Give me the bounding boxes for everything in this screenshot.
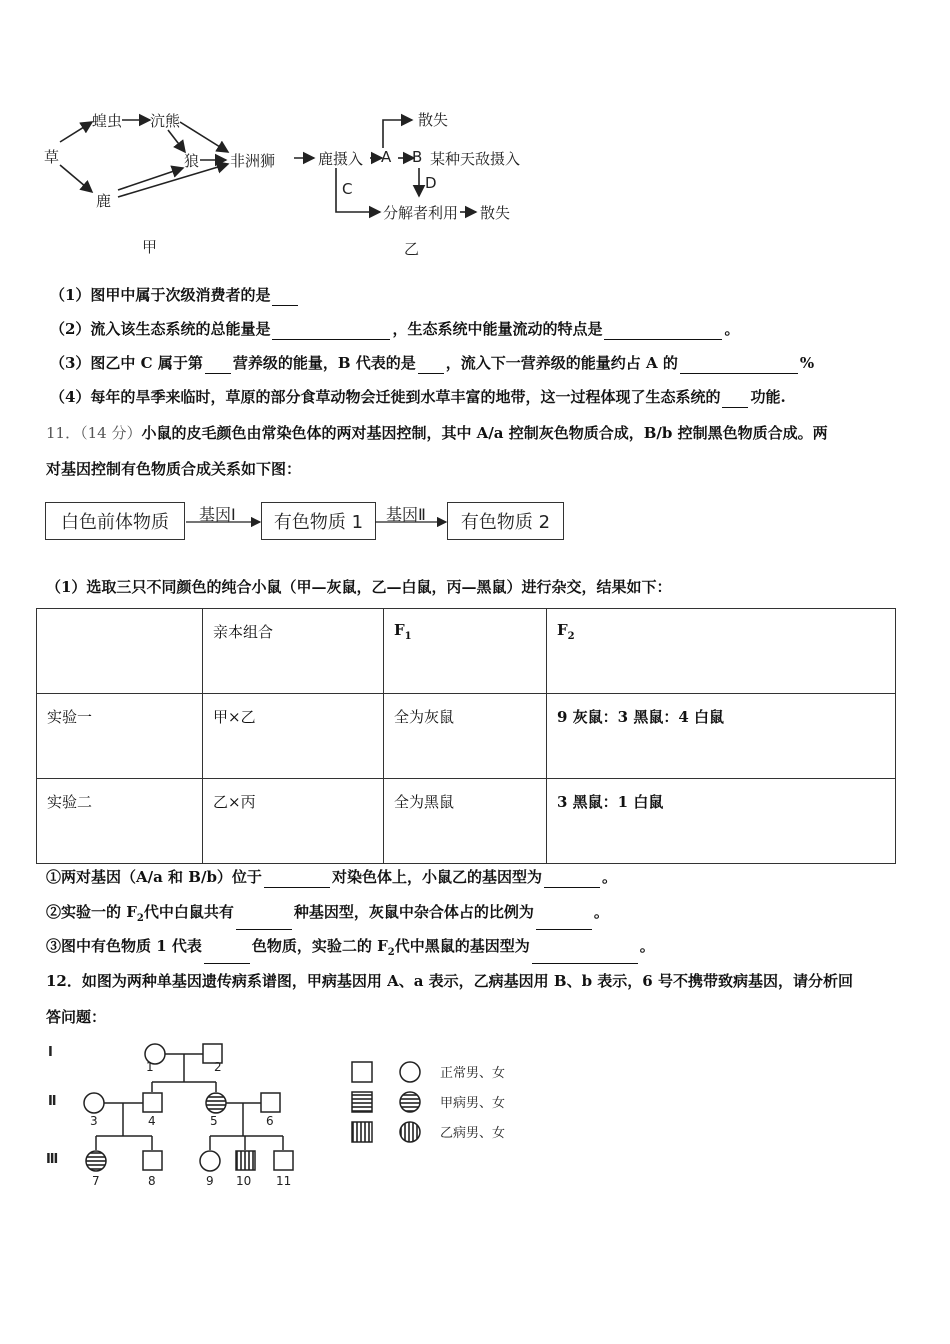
generation-label: Ⅲ — [46, 1152, 59, 1167]
label-enemy — [418, 148, 520, 169]
q10-part3 — [50, 352, 814, 374]
q11-sub2-sub: 2 — [136, 913, 144, 924]
answer-blank[interactable] — [722, 391, 748, 408]
caption-yi: 乙 — [404, 240, 420, 258]
q11-sub3-text-d: 。 — [639, 937, 655, 955]
table-header-cell — [384, 609, 547, 694]
individual-number: 9 — [206, 1174, 214, 1188]
enemy-text: 某种天敌摄入 — [430, 150, 521, 168]
individual-number: 10 — [236, 1174, 252, 1188]
answer-blank[interactable] — [536, 913, 592, 930]
q11-sub3-text-c: 代中黑鼠的基因型为 — [394, 937, 530, 955]
individual-10 — [236, 1151, 255, 1170]
q11-sub2 — [46, 901, 609, 930]
label-decomposer: 分解者利用 — [383, 204, 459, 222]
table-header-row — [37, 609, 896, 694]
q10-part2 — [50, 318, 739, 340]
legend-disease-b-female — [400, 1122, 420, 1142]
answer-blank[interactable] — [418, 357, 444, 374]
q11-intro-line2: 对基因控制有色物质合成关系如下图： — [46, 460, 302, 478]
individual-3 — [84, 1093, 104, 1113]
individual-7 — [86, 1151, 106, 1171]
individual-number: 6 — [266, 1114, 274, 1128]
answer-blank[interactable] — [532, 947, 638, 964]
q11-number: 11．（14 分） — [46, 424, 142, 442]
label-C: C — [342, 180, 353, 198]
table-row — [37, 694, 896, 779]
individual-11 — [274, 1151, 293, 1170]
box-white-precursor: 白色前体物质 — [45, 502, 185, 540]
legend-normal-male — [352, 1062, 372, 1082]
label-B: B — [412, 148, 423, 166]
label-dissipate-top: 散失 — [418, 111, 449, 129]
individual-8 — [143, 1151, 162, 1170]
q11-sub2-text-d: 。 — [593, 903, 609, 921]
table-cell: 9 灰鼠：3 黑鼠：4 白鼠 — [547, 694, 896, 779]
q10-part4-text-b: 功能. — [750, 388, 786, 406]
q10-part1 — [50, 284, 300, 306]
gene-2-label: 基因Ⅱ — [386, 505, 426, 524]
q10-part4 — [50, 386, 786, 408]
q11-part1: （1）选取三只不同颜色的纯合小鼠（甲—灰鼠，乙—白鼠，丙—黑鼠）进行杂交，结果如下： — [46, 578, 672, 596]
individual-number: 4 — [148, 1114, 156, 1128]
label-deer-intake: 鹿摄入 — [318, 150, 364, 168]
answer-blank[interactable] — [236, 913, 292, 930]
individual-4 — [143, 1093, 162, 1112]
q11-sub3-text-b: 色物质，实验二的 F — [251, 937, 388, 955]
legend-normal-female — [400, 1062, 420, 1082]
q11-sub2-text-a: ②实验一的 F — [46, 903, 137, 921]
table-header-cell — [547, 609, 896, 694]
legend-disease-b-male — [352, 1122, 372, 1142]
node-lion: 非洲狮 — [230, 152, 276, 170]
legend-symbols — [348, 1058, 438, 1148]
answer-blank[interactable] — [544, 871, 600, 888]
q11-sub2-text-c: 种基因型，灰鼠中杂合体占的比例为 — [293, 903, 534, 921]
individual-number: 1 — [146, 1060, 154, 1074]
answer-blank[interactable] — [604, 323, 722, 340]
individual-6 — [261, 1093, 280, 1112]
answer-blank[interactable] — [680, 357, 798, 374]
answer-blank[interactable] — [264, 871, 330, 888]
node-locust: 蝗虫 — [92, 112, 123, 130]
header-f2: F — [557, 621, 568, 639]
caption-jia: 甲 — [142, 238, 158, 256]
pedigree-svg — [40, 1036, 340, 1196]
q11-sub1-text-c: 。 — [601, 868, 617, 886]
q10-part2-text-c: 。 — [724, 320, 740, 338]
table-cell: 乙×丙 — [203, 779, 384, 864]
generation-label: Ⅱ — [48, 1094, 57, 1109]
answer-blank[interactable] — [272, 323, 390, 340]
q11-sub3 — [46, 935, 655, 964]
q10-part4-text-a: （4）每年的旱季来临时，草原的部分食草动物会迁徙到水草丰富的地带，这一过程体现了生态系统的 — [50, 388, 721, 406]
legend-disease-a-female — [400, 1092, 420, 1112]
table-row — [37, 779, 896, 864]
legend-disease-a-male — [352, 1092, 372, 1112]
header-f2-sub: 2 — [567, 631, 575, 642]
table-cell: 实验二 — [37, 779, 203, 864]
q10-part3-text-a: （3）图乙中 C 属于第 — [50, 354, 203, 372]
individual-5 — [206, 1093, 226, 1113]
q10-part2-text-a: （2）流入该生态系统的总能量是 — [50, 320, 271, 338]
q12-line2: 答问题： — [46, 1008, 107, 1026]
individual-number: 3 — [90, 1114, 98, 1128]
q11-sub2-text-b: 代中白鼠共有 — [143, 903, 234, 921]
gene-1-label: 基因Ⅰ — [199, 505, 236, 524]
table-cell: 全为灰鼠 — [384, 694, 547, 779]
individual-number: 7 — [92, 1174, 100, 1188]
individual-number: 11 — [276, 1174, 292, 1188]
box-colored-1: 有色物质 1 — [261, 502, 376, 540]
q10-part3-text-b: 营养级的能量，B 代表的是 — [232, 354, 416, 372]
generation-label: Ⅰ — [48, 1045, 53, 1060]
q11-intro-line1 — [46, 422, 828, 444]
box-colored-2: 有色物质 2 — [447, 502, 564, 540]
answer-blank[interactable] — [272, 289, 298, 306]
results-table — [36, 608, 896, 864]
label-A: A — [381, 148, 392, 166]
header-f1: F — [394, 621, 405, 639]
legend-label: 正常男、女 — [440, 1066, 506, 1081]
node-deer: 鹿 — [96, 192, 112, 210]
individual-number: 2 — [214, 1060, 222, 1074]
table-header-cell: 亲本组合 — [203, 609, 384, 694]
node-grass: 草 — [44, 148, 60, 166]
q11-sub3-sub: 2 — [387, 947, 395, 958]
q11-sub1-text-a: ①两对基因（A/a 和 B/b）位于 — [46, 868, 262, 886]
q11-sub3-text-a: ③图中有色物质 1 代表 — [46, 937, 202, 955]
node-cardinal: 沆熊 — [150, 112, 181, 130]
table-cell: 甲×乙 — [203, 694, 384, 779]
q11-intro-text1: 小鼠的皮毛颜色由常染色体的两对基因控制，其中 A/a 控制灰色物质合成，B/b 控制黑色物质合成。两 — [141, 424, 828, 442]
q11-sub1 — [46, 866, 617, 888]
q11-sub1-text-b: 对染色体上，小鼠乙的基因型为 — [331, 868, 542, 886]
label-dissipate-bottom: 散失 — [480, 204, 511, 222]
header-f1-sub: 1 — [404, 631, 412, 642]
individual-number: 5 — [210, 1114, 218, 1128]
legend-label: 乙病男、女 — [440, 1126, 506, 1141]
individual-9 — [200, 1151, 220, 1171]
table-cell: 全为黑鼠 — [384, 779, 547, 864]
answer-blank[interactable] — [204, 947, 250, 964]
answer-blank[interactable] — [205, 357, 231, 374]
node-wolf: 狼 — [184, 152, 200, 170]
q10-part3-text-c: ，流入下一营养级的能量约占 A 的 — [445, 354, 678, 372]
label-D: D — [425, 174, 437, 192]
q12-line1: 12．如图为两种单基因遗传病系谱图，甲病基因用 A、a 表示，乙病基因用 B、b 表示，6 号不携带致病基因，请分析回 — [46, 972, 853, 990]
table-cell: 3 黑鼠：1 白鼠 — [547, 779, 896, 864]
q10-part2-text-b: ，生态系统中能量流动的特点是 — [392, 320, 603, 338]
q10-part3-text-d: % — [799, 354, 815, 372]
individual-number: 8 — [148, 1174, 156, 1188]
q10-part1-text: （1）图甲中属于次级消费者的是 — [50, 286, 271, 304]
table-header-cell — [37, 609, 203, 694]
table-cell: 实验一 — [37, 694, 203, 779]
legend-label: 甲病男、女 — [440, 1096, 506, 1111]
